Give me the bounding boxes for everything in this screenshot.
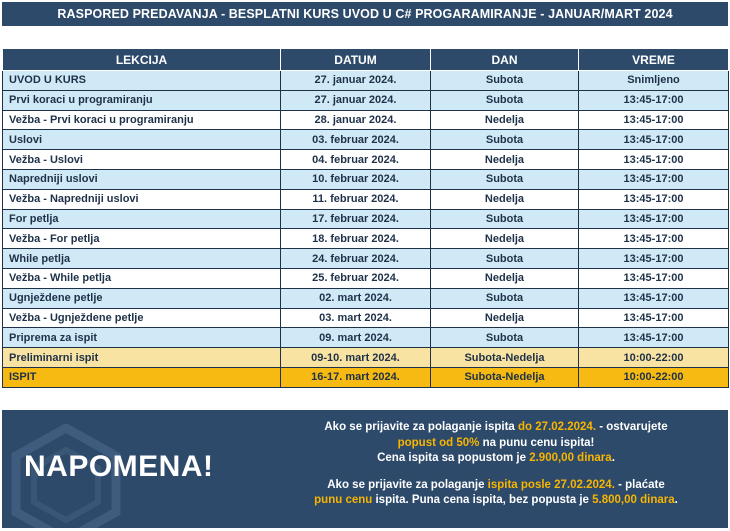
cell-datum: 24. februar 2024. <box>281 249 431 269</box>
cell-datum: 09-10. mart 2024. <box>281 348 431 368</box>
table-row <box>3 249 729 269</box>
cell-lekcija: For petlja <box>3 209 281 229</box>
table-row <box>3 189 729 209</box>
cell-dan: Subota <box>431 90 579 110</box>
note-text-segment: Cena ispita sa popustom je <box>377 452 530 464</box>
cell-vreme: 13:45-17:00 <box>579 249 729 269</box>
table-row <box>3 209 729 229</box>
note-text-segment: na punu cenu ispita! <box>479 436 595 449</box>
cell-datum: 10. februar 2024. <box>281 169 431 189</box>
note-panel <box>2 410 728 528</box>
cell-dan: Subota-Nedelja <box>431 348 579 368</box>
cell-datum: 03. mart 2024. <box>281 308 431 328</box>
cell-datum: 17. februar 2024. <box>281 209 431 229</box>
cell-vreme: 13:45-17:00 <box>579 268 729 288</box>
cell-dan: Subota <box>431 169 579 189</box>
cell-lekcija: Preliminarni ispit <box>3 348 281 368</box>
cell-lekcija: UVOD U KURS <box>3 71 281 91</box>
column-header-vreme: VREME <box>579 49 729 71</box>
cell-vreme: 13:45-17:00 <box>579 110 729 130</box>
cell-vreme: 13:45-17:00 <box>579 90 729 110</box>
cell-dan: Nedelja <box>431 308 579 328</box>
cell-vreme: 10:00-22:00 <box>579 348 729 368</box>
cell-lekcija: Vežba - Uslovi <box>3 150 281 170</box>
table-row <box>3 150 729 170</box>
table-row <box>3 169 729 189</box>
table-header-row <box>3 49 729 71</box>
cell-lekcija: Prvi koraci u programiranju <box>3 90 281 110</box>
table-row <box>3 71 729 91</box>
cell-lekcija: Ugnježdene petlje <box>3 288 281 308</box>
note-text-segment: - ostvarujete <box>596 421 668 433</box>
cell-lekcija: Vežba - Napredniji uslovi <box>3 189 281 209</box>
cell-vreme: 13:45-17:00 <box>579 328 729 348</box>
cell-vreme: 13:45-17:00 <box>579 229 729 249</box>
table-row <box>3 367 729 387</box>
cell-dan: Nedelja <box>431 110 579 130</box>
column-header-dan: DAN <box>431 49 579 71</box>
cell-lekcija: ISPIT <box>3 367 281 387</box>
note-text-segment: ispita. Puna cena ispita, bez popusta je <box>372 494 593 506</box>
note-text <box>264 420 728 509</box>
schedule-table <box>2 48 729 388</box>
cell-lekcija: Vežba - Ugnježdene petlje <box>3 308 281 328</box>
column-header-lekcija: LEKCIJA <box>3 49 281 71</box>
discounted-price: 2.900,00 dinara <box>529 452 612 464</box>
page-title: RASPORED PREDAVANJA - BESPLATNI KURS UVOD U C# PROGARAMIRANJE - JANUAR/MART 2024 <box>2 2 728 26</box>
cell-dan: Subota <box>431 209 579 229</box>
cell-dan: Nedelja <box>431 268 579 288</box>
table-row <box>3 130 729 150</box>
note-text-segment: . <box>674 494 678 506</box>
late-deadline-highlight: ispita posle 27.02.2024. <box>487 478 615 491</box>
cell-lekcija: While petlja <box>3 249 281 269</box>
deadline-highlight: do 27.02.2024. <box>518 421 597 433</box>
cell-vreme: 13:45-17:00 <box>579 130 729 150</box>
table-row <box>3 229 729 249</box>
table-row <box>3 328 729 348</box>
cell-dan: Subota <box>431 328 579 348</box>
note-text-segment: - plaćate <box>614 478 665 491</box>
cell-datum: 11. februar 2024. <box>281 189 431 209</box>
cell-vreme: 10:00-22:00 <box>579 367 729 387</box>
table-row <box>3 288 729 308</box>
cell-dan: Subota <box>431 71 579 91</box>
table-row <box>3 110 729 130</box>
cell-lekcija: Vežba - Prvi koraci u programiranju <box>3 110 281 130</box>
cell-dan: Subota <box>431 130 579 150</box>
table-row <box>3 90 729 110</box>
cell-dan: Nedelja <box>431 150 579 170</box>
cell-datum: 18. februar 2024. <box>281 229 431 249</box>
cell-datum: 04. februar 2024. <box>281 150 431 170</box>
table-row <box>3 268 729 288</box>
cell-dan: Nedelja <box>431 189 579 209</box>
discount-highlight: popust od 50% <box>397 436 480 449</box>
note-text-segment: Ako se prijavite za polaganje ispita <box>324 421 519 433</box>
cell-dan: Subota-Nedelja <box>431 367 579 387</box>
cell-dan: Subota <box>431 288 579 308</box>
note-text-segment: . <box>611 452 615 464</box>
table-row <box>3 308 729 328</box>
cell-dan: Nedelja <box>431 229 579 249</box>
cell-datum: 03. februar 2024. <box>281 130 431 150</box>
cell-vreme: 13:45-17:00 <box>579 209 729 229</box>
full-price-highlight: punu cenu <box>314 494 373 506</box>
cell-datum: 28. januar 2024. <box>281 110 431 130</box>
note-heading: NAPOMENA! <box>24 450 214 483</box>
cell-vreme: 13:45-17:00 <box>579 288 729 308</box>
note-paragraph-1 <box>264 420 728 467</box>
cell-lekcija: Vežba - While petlja <box>3 268 281 288</box>
table-row <box>3 348 729 368</box>
cell-lekcija: Uslovi <box>3 130 281 150</box>
cell-datum: 25. februar 2024. <box>281 268 431 288</box>
cell-vreme: 13:45-17:00 <box>579 189 729 209</box>
cell-vreme: 13:45-17:00 <box>579 150 729 170</box>
cell-lekcija: Priprema za ispit <box>3 328 281 348</box>
cell-datum: 09. mart 2024. <box>281 328 431 348</box>
cell-lekcija: Napredniji uslovi <box>3 169 281 189</box>
cell-datum: 27. januar 2024. <box>281 71 431 91</box>
cell-vreme: 13:45-17:00 <box>579 308 729 328</box>
cell-datum: 02. mart 2024. <box>281 288 431 308</box>
cell-vreme: 13:45-17:00 <box>579 169 729 189</box>
cell-datum: 16-17. mart 2024. <box>281 367 431 387</box>
column-header-datum: DATUM <box>281 49 431 71</box>
full-price: 5.800,00 dinara <box>592 494 675 506</box>
note-paragraph-2 <box>264 478 728 509</box>
cell-lekcija: Vežba - For petlja <box>3 229 281 249</box>
cell-dan: Subota <box>431 249 579 269</box>
note-text-segment: Ako se prijavite za polaganje <box>327 478 488 491</box>
cell-vreme: Snimljeno <box>579 71 729 91</box>
cell-datum: 27. januar 2024. <box>281 90 431 110</box>
